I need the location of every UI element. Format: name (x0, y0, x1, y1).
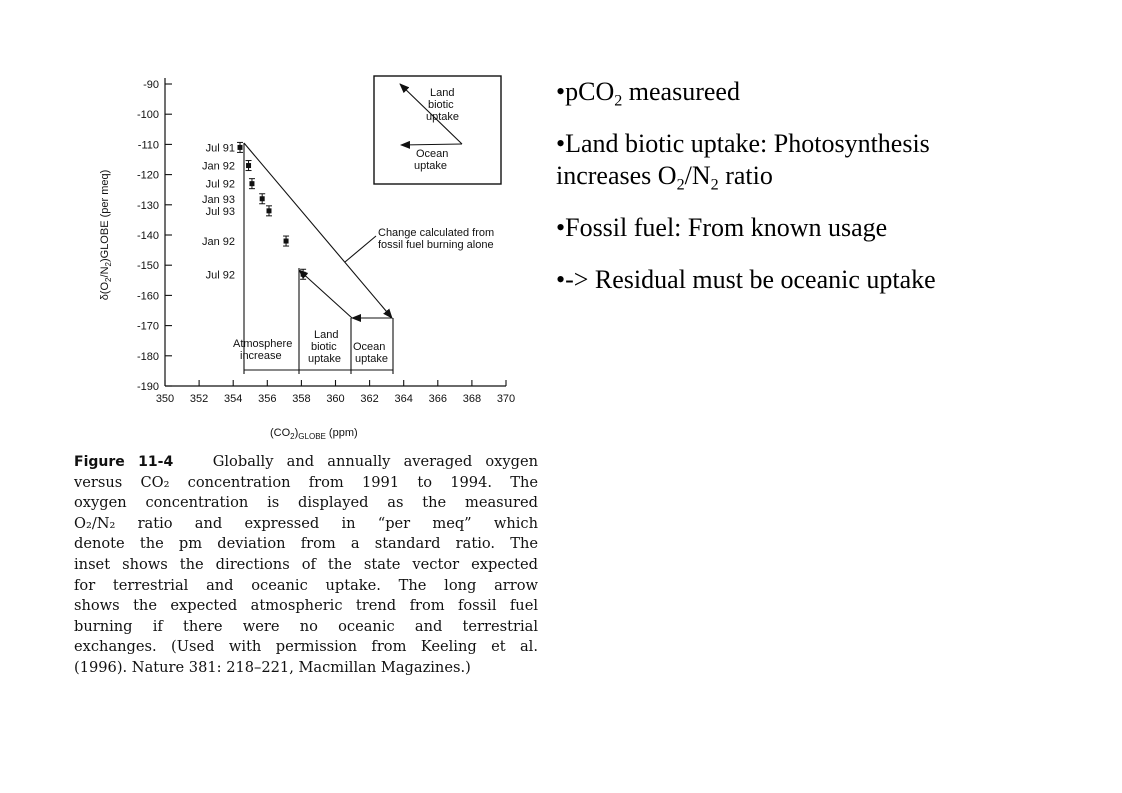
caption-line: burning if there were no oceanic and terrestrial (74, 617, 538, 635)
ocean-label-1: Ocean (353, 341, 386, 353)
y-tick-label: -180 (136, 350, 159, 363)
x-tick-label: 358 (292, 393, 311, 405)
x-tick-label: 350 (155, 393, 175, 405)
x-tick-label: 364 (394, 393, 413, 405)
point-label: Jul 92 (205, 269, 235, 282)
figure-label: Figure 11-4 (74, 454, 174, 470)
caption-line: versus CO₂ concentration from 1991 to 1994. The (74, 473, 538, 491)
caption-line (74, 452, 538, 473)
point-label: Jul 92 (205, 178, 235, 191)
caption-line: oxygen concentration is displayed as the measured (74, 494, 538, 512)
y-tick-label: -150 (136, 260, 159, 273)
y-tick-label: -160 (136, 290, 159, 303)
point-label: Jan 92 (201, 160, 235, 173)
x-tick-label: 362 (360, 393, 379, 405)
caption-line: for terrestrial and oceanic uptake. The long arrow (74, 576, 538, 594)
y-tick-label: -110 (137, 139, 159, 152)
bullet-list (556, 76, 936, 316)
y-tick-label: -100 (136, 109, 159, 122)
data-point (249, 181, 254, 186)
figure-caption (74, 452, 538, 679)
land-label-2: biotic (311, 341, 337, 353)
y-tick-label: -140 (136, 230, 159, 242)
caption-line: denote the pm deviation from a standard ratio. The (74, 535, 538, 553)
inset-ocean-label-2: uptake (414, 160, 448, 172)
fossil-fuel-label-2: fossil fuel burning alone (378, 239, 494, 251)
fossil-label-leader (345, 236, 376, 262)
y-tick-label: -170 (136, 320, 159, 333)
y-ticks (137, 79, 172, 393)
land-label-1: Land (314, 329, 339, 341)
y-tick-label: -90 (143, 79, 159, 91)
land-uptake-arrow (299, 270, 352, 318)
x-tick-label: 352 (189, 393, 209, 405)
caption-text-0: Globally and annually averaged oxygen (212, 453, 538, 470)
ocean-label-2: uptake (355, 353, 389, 365)
atmosphere-label-1: Atmosphere (233, 338, 293, 350)
point-labels (202, 142, 235, 281)
bullet-pco2: •pCO$_2$ measureed (556, 77, 740, 110)
inset-ocean-label-1: Ocean (416, 148, 449, 160)
point-label: Jul 91 (205, 142, 235, 155)
caption-line: (1996). Nature 381: 218–221, Macmillan Magazines.) (74, 658, 471, 676)
point-label: Jan 93 (201, 193, 235, 206)
y-axis-label: $\delta(O_2/N_2)GLOBE$ (per meq) (99, 169, 113, 301)
y-tick-label: -120 (136, 169, 159, 182)
inset-box (374, 76, 501, 184)
inset-land-label-3: uptake (426, 111, 460, 123)
bullet-residual: •-> Residual must be oceanic uptake (556, 265, 936, 294)
data-point (238, 145, 243, 150)
atmosphere-label-2: increase (240, 350, 282, 362)
x-tick-label: 368 (462, 393, 482, 405)
inset-land-label-2: biotic (428, 99, 454, 111)
land-label-3: uptake (308, 353, 342, 365)
data-point (267, 208, 272, 213)
caption-line: shows the expected atmospheric trend from fossil fuel (74, 597, 538, 615)
data-points (237, 142, 306, 279)
caption-line: exchanges. (Used with permission from Keeling et al. (74, 638, 538, 656)
fossil-fuel-arrow (244, 143, 392, 318)
data-point (284, 239, 289, 244)
x-tick-label: 360 (326, 393, 345, 405)
inset-land-label-1: Land (430, 87, 455, 99)
x-tick-label: 370 (496, 393, 516, 405)
point-label: Jul 93 (205, 205, 235, 218)
data-point (260, 196, 265, 201)
x-tick-label: 366 (428, 393, 447, 405)
caption-line: inset shows the directions of the state vector expected (74, 555, 538, 573)
inset-ocean-arrow (401, 144, 462, 145)
data-point (246, 163, 251, 168)
caption-line: O₂/N₂ ratio and expressed in “per meq” which (74, 514, 538, 532)
x-ticks (156, 380, 515, 405)
x-tick-label: 356 (258, 393, 277, 405)
x-axis-label: $(CO_2)_{GLOBE}$ (ppm) (270, 427, 358, 441)
y-tick-label: -130 (136, 199, 159, 212)
y-tick-label: -190 (136, 381, 159, 393)
bullet-fossil-fuel: •Fossil fuel: From known usage (556, 213, 888, 242)
fossil-fuel-label-1: Change calculated from (378, 227, 495, 239)
point-label: Jan 92 (201, 236, 235, 249)
bullet-land-biotic: •Land biotic uptake: Photosynthesis increases $O_2/N_2$ ratio (556, 129, 930, 194)
x-tick-label: 354 (224, 393, 243, 405)
